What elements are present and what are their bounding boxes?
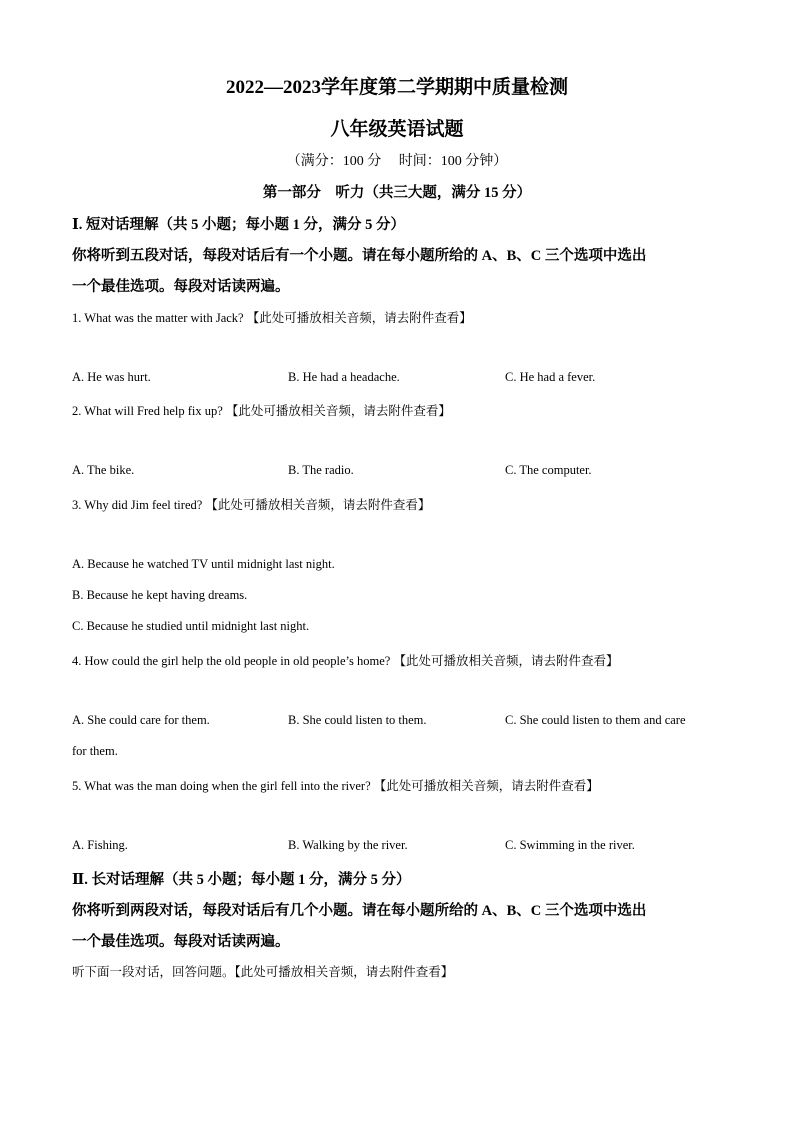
section1-instruction-line2: 一个最佳选项。每段对话读两遍。 bbox=[72, 279, 290, 295]
question-3-option-b: B. Because he kept having dreams. bbox=[72, 588, 248, 602]
section1-heading: Ⅰ. 短对话理解（共 5 小题；每小题 1 分，满分 5 分） bbox=[72, 217, 406, 233]
question-5-option-a: A. Fishing. bbox=[72, 838, 128, 852]
question-3-option-a: A. Because he watched TV until midnight last night. bbox=[72, 557, 335, 571]
question-4-option-b: B. She could listen to them. bbox=[288, 713, 427, 727]
question-5: 5. What was the man doing when the girl fell into the river? 【此处可播放相关音频，请去附件查看】 bbox=[72, 779, 599, 793]
question-3: 3. Why did Jim feel tired? 【此处可播放相关音频，请去附件查看】 bbox=[72, 498, 431, 512]
question-4-option-a: A. She could care for them. bbox=[72, 713, 210, 727]
question-3-option-c: C. Because he studied until midnight last night. bbox=[72, 619, 310, 633]
question-2-option-a: A. The bike. bbox=[72, 463, 135, 477]
exam-title: 2022—2023学年度第二学期期中质量检测 bbox=[225, 77, 568, 98]
question-2-option-b: B. The radio. bbox=[288, 463, 354, 477]
section1-instruction-line1: 你将听到五段对话，每段对话后有一个小题。请在每小题所给的 A、B、C 三个选项中选出 bbox=[72, 248, 647, 264]
question-1-option-b: B. He had a headache. bbox=[288, 370, 400, 384]
exam-subtitle: 八年级英语试题 bbox=[330, 119, 464, 140]
question-4-option-c: C. She could listen to them and care bbox=[505, 713, 686, 727]
question-5-option-b: B. Walking by the river. bbox=[288, 838, 408, 852]
question-1: 1. What was the matter with Jack? 【此处可播放相关音频，请去附件查看】 bbox=[72, 311, 472, 325]
question-2: 2. What will Fred help fix up? 【此处可播放相关音频，请去附件查看】 bbox=[72, 404, 451, 418]
section2-listening-prompt: 听下面一段对话，回答问题。【此处可播放相关音频，请去附件查看】 bbox=[72, 965, 454, 979]
section2-heading: Ⅱ. 长对话理解（共 5 小题；每小题 1 分，满分 5 分） bbox=[72, 872, 411, 888]
section2-instruction-line1: 你将听到两段对话，每段对话后有几个小题。请在每小题所给的 A、B、C 三个选项中选出 bbox=[72, 903, 647, 919]
section2-instruction-line2: 一个最佳选项。每段对话读两遍。 bbox=[72, 934, 290, 950]
question-2-option-c: C. The computer. bbox=[505, 463, 592, 477]
question-1-option-a: A. He was hurt. bbox=[72, 370, 151, 384]
question-5-option-c: C. Swimming in the river. bbox=[505, 838, 635, 852]
part-heading: 第一部分 听力（共三大题，满分 15 分） bbox=[262, 185, 532, 201]
question-4-option-c-continued: for them. bbox=[72, 744, 118, 758]
question-4: 4. How could the girl help the old people in old people’s home? 【此处可播放相关音频，请去附件查看】 bbox=[72, 654, 619, 668]
question-1-option-c: C. He had a fever. bbox=[505, 370, 596, 384]
exam-meta: （满分：100 分 时间：100 分钟） bbox=[286, 154, 508, 169]
